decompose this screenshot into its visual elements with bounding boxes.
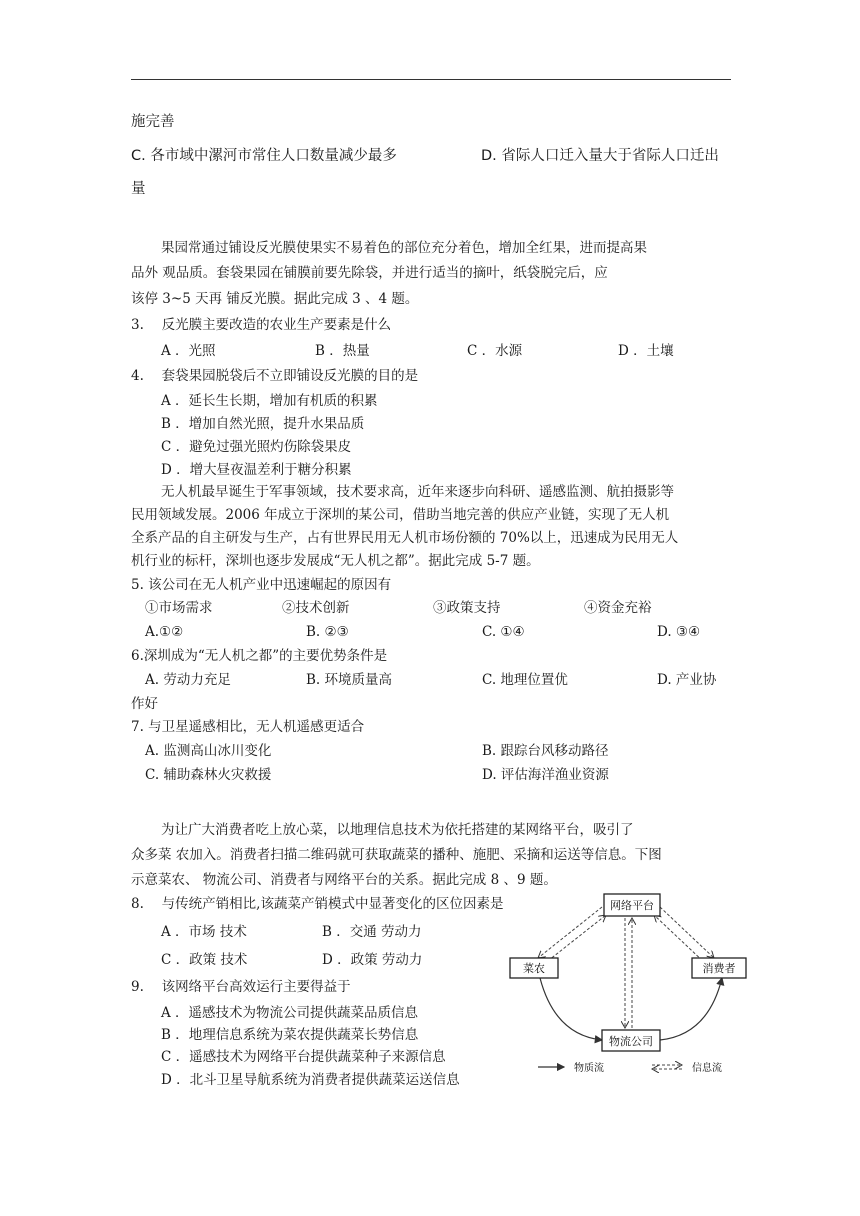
- label-logistics: 物流公司: [609, 1035, 653, 1048]
- q5-option-a: A.①②: [145, 624, 184, 640]
- q4-option-c: C ．避免过强光照灼伤除袋果皮: [161, 439, 352, 455]
- box-logistics: [602, 1030, 660, 1051]
- passage1-line1: 果园常通过铺设反光膜使果实不易着色的部位充分着色，增加全红果，进而提高果: [161, 240, 647, 256]
- legend-info: 信息流: [692, 1063, 722, 1074]
- q8-option-c: C ．政策 技术: [161, 952, 248, 968]
- q4-stem: 4. 套袋果园脱袋后不立即铺设反光膜的目的是: [131, 368, 419, 384]
- q8-option-a: A ．市场 技术: [161, 924, 247, 940]
- q9-option-b: B ．地理信息系统为菜农提供蔬菜长势信息: [161, 1027, 419, 1043]
- box-platform: [604, 894, 660, 916]
- passage1-line2: 品外 观品质。套袋果园在铺膜前要先除袋，并进行适当的摘叶，纸袋脱完后，应: [131, 265, 608, 281]
- passage2-line1: 无人机最早诞生于军事领域，技术要求高，近年来逐步向科研、遥感监测、航拍摄影等: [161, 484, 674, 500]
- q3-option-c: C ．水源: [467, 343, 523, 359]
- q4-option-a: A ．延长生长期，增加有机质的积累: [161, 393, 378, 409]
- q7-stem: 7. 与卫星遥感相比，无人机遥感更适合: [131, 719, 365, 735]
- q8-option-d: D ．政策 劳动力: [322, 952, 423, 968]
- q5-item-3: ③政策支持: [433, 600, 501, 616]
- q6-option-d: D. 产业协: [657, 672, 717, 688]
- q5-option-d: D. ③④: [657, 624, 701, 640]
- supply-chain-diagram: [500, 890, 750, 1090]
- box-consumer: [692, 958, 746, 978]
- prev-option-d: D. 省际人口迁入量大于省际人口迁出: [481, 148, 719, 164]
- passage3-line1: 为让广大消费者吃上放心菜，以地理信息技术为依托搭建的某网络平台，吸引了: [161, 822, 634, 838]
- passage2-line2: 民用领域发展。2006 年成立于深圳的某公司，借助当地完善的供应产业链，实现了无人机: [131, 507, 670, 523]
- q6-option-d-cont: 作好: [131, 696, 158, 712]
- q4-option-d: D ．增大昼夜温差利于糖分积累: [161, 462, 352, 478]
- q7-option-a: A. 监测高山冰川变化: [145, 743, 272, 759]
- passage2-line4: 机行业的标杆，深圳也逐步发展成“无人机之都”。据此完成 5-7 题。: [131, 553, 540, 569]
- passage1-line3: 该停 3~5 天再 铺反光膜。据此完成 3 、4 题。: [131, 291, 419, 307]
- q6-stem: 6.深圳成为“无人机之都”的主要优势条件是: [131, 648, 388, 664]
- label-platform: 网络平台: [610, 899, 654, 912]
- q7-option-b: B. 跟踪台风移动路径: [482, 743, 609, 759]
- q6-option-b: B. 环境质量高: [306, 672, 393, 688]
- passage3-line3: 示意菜农、 物流公司、消费者与网络平台的关系。据此完成 8 、9 题。: [131, 872, 557, 888]
- q7-option-c: C. 辅助森林火灾救援: [145, 767, 272, 783]
- label-farmer: 菜农: [523, 962, 545, 975]
- prev-question-fragment: 施完善: [131, 114, 175, 130]
- q9-option-a: A ．遥感技术为物流公司提供蔬菜品质信息: [161, 1005, 419, 1021]
- info-flow-lines: [538, 907, 714, 1028]
- box-farmer: [510, 958, 558, 978]
- legend-material: 物质流: [574, 1063, 604, 1074]
- q3-option-d: D ．土壤: [618, 343, 674, 359]
- q5-option-b: B. ②③: [306, 624, 349, 640]
- q5-item-1: ①市场需求: [145, 600, 213, 616]
- q7-option-d: D. 评估海洋渔业资源: [482, 767, 609, 783]
- q6-option-c: C. 地理位置优: [482, 672, 568, 688]
- q3-option-a: A ．光照: [161, 343, 216, 359]
- q9-stem: 9. 该网络平台高效运行主要得益于: [131, 979, 351, 995]
- q5-item-4: ④资金充裕: [584, 600, 652, 616]
- q8-option-b: B ．交通 劳动力: [322, 924, 422, 940]
- prev-option-d-cont: 量: [131, 181, 146, 197]
- q9-option-d: D ．北斗卫星导航系统为消费者提供蔬菜运送信息: [161, 1072, 460, 1088]
- q3-stem: 3. 反光膜主要改造的农业生产要素是什么: [131, 317, 392, 333]
- label-consumer: 消费者: [702, 962, 736, 975]
- prev-option-c: C. 各市域中漯河市常住人口数量减少最多: [131, 148, 397, 164]
- q5-option-c: C. ①④: [482, 624, 525, 640]
- q6-option-a: A. 劳动力充足: [145, 672, 231, 688]
- q4-option-b: B ．增加自然光照，提升水果品质: [161, 416, 365, 432]
- q9-option-c: C ．遥感技术为网络平台提供蔬菜种子来源信息: [161, 1049, 446, 1065]
- q8-stem: 8. 与传统产销相比,该蔬菜产销模式中显著变化的区位因素是: [131, 896, 504, 912]
- q5-item-2: ②技术创新: [282, 600, 350, 616]
- header-rule: [131, 79, 731, 80]
- legend: [538, 1061, 722, 1074]
- passage3-line2: 众多菜 农加入。消费者扫描二维码就可获取蔬菜的播种、施肥、采摘和运送等信息。下图: [131, 847, 662, 863]
- passage2-line3: 全系产品的自主研发与生产，占有世界民用无人机市场份额的 70%以上，迅速成为民用无人: [131, 530, 679, 546]
- q3-option-b: B ．热量: [315, 343, 370, 359]
- q5-stem: 5. 该公司在无人机产业中迅速崛起的原因有: [131, 577, 392, 593]
